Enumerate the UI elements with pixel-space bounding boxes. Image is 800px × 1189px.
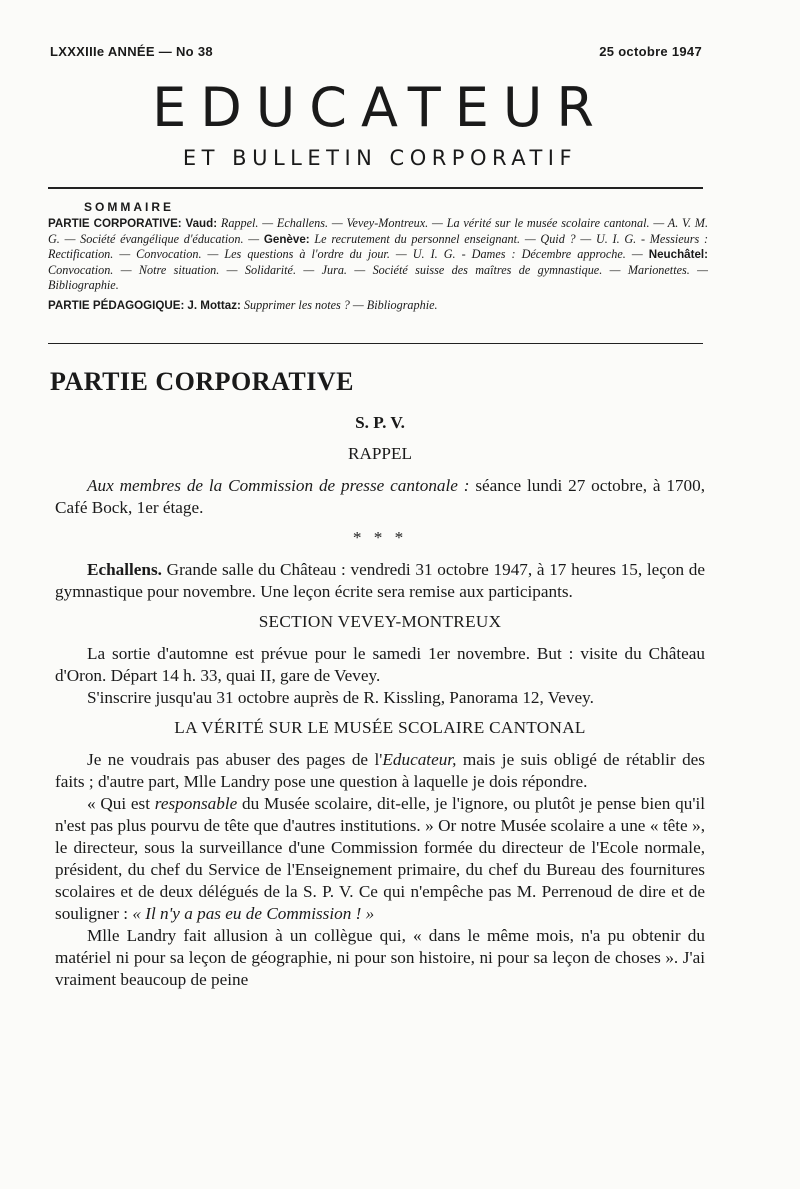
vevey-heading: SECTION VEVEY-MONTREUX xyxy=(258,612,502,631)
masthead-subtitle: ET BULLETIN CORPORATIF xyxy=(182,146,578,170)
pedagogique-entries: Supprimer les notes ? — Bibliographie. xyxy=(243,298,438,313)
sommaire-pedagogique xyxy=(48,298,708,313)
musee-paragraph-1 xyxy=(55,749,705,793)
geneve-label: Genève: xyxy=(263,232,310,246)
separator-stars: * * * xyxy=(352,528,408,547)
echallens-paragraph xyxy=(55,559,705,603)
neuchatel-entries: Convocation. — Notre situation. — Solidarité. — Jura. — Société suisse des maîtres de gymnastique. — Marionettes. — Bibliographie. xyxy=(48,262,708,293)
bottom-rule xyxy=(48,343,703,344)
neuchatel-label: Neuchâtel: xyxy=(648,248,708,262)
masthead-title: EDUCATEUR xyxy=(152,76,608,139)
rappel-heading: RAPPEL xyxy=(348,444,412,463)
musee-paragraph-2 xyxy=(55,793,705,925)
spv-heading: S. P. V. xyxy=(355,413,405,432)
geneve-entries: Le recrutement du personnel enseignant. — Quid ? — U. I. G. - Messieurs : Rectification. — Convocation. — Les questions à l'ordre du jour. — U. I. G. - Dames : Décembre approche. — xyxy=(48,231,709,262)
sommaire-title: SOMMAIRE xyxy=(84,200,174,214)
musee-p1-text-b: mais je suis obligé de rétablir des faits ; d'autre part, Mlle Landry pose une question à laquelle je dois répondre. xyxy=(55,750,705,791)
echallens-text: Grande salle du Château : vendredi 31 octobre 1947, à 17 heures 15, leçon de gymnastique pour novembre. Une leçon écrite sera remise aux participants. xyxy=(55,560,705,601)
rappel-italic: Aux membres de la Commission de presse cantonale : xyxy=(87,476,470,495)
musee-p2-italic-quote: « Il n'y a pas eu de Commission ! » xyxy=(132,904,375,923)
vevey-paragraph-1: La sortie d'automne est prévue pour le samedi 1er novembre. But : visite du Château d'Oron. Départ 14 h. 33, quai II, gare de Vevey. xyxy=(55,644,705,685)
musee-paragraph-3: Mlle Landry fait allusion à un collègue qui, « dans le même mois, n'a pu obtenir du matériel ni pour sa leçon de géographie, ni pour son histoire, ni pour sa leçon de choses ». J'ai vraiment beaucoup de peine xyxy=(55,926,705,989)
vaud-entries: Rappel. — Echallens. — Vevey-Montreux. — La vérité sur le musée scolaire cantonal. — A. V. M. G. — Société évangélique d'éducation. — xyxy=(48,216,708,246)
issue-date: 25 octobre 1947 xyxy=(599,44,702,59)
corporative-label: PARTIE CORPORATIVE: xyxy=(48,217,182,231)
musee-p1-text-a: Je ne voudrais pas abuser des pages de l' xyxy=(87,750,383,769)
vaud-label: Vaud: xyxy=(185,217,218,231)
musee-p2-italic: responsable xyxy=(154,794,238,813)
section-title: PARTIE CORPORATIVE xyxy=(50,367,354,396)
musee-p2-text-b: du Musée scolaire, dit-elle, je l'ignore, ou plutôt je pense bien qu'il n'est pas plus pourvu de tête que d'autres institutions. » Or notre Musée scolaire a une « tête », le directeur, sous la surveillance d'une Commission formée du directeur de l'Ecole normale, président, du chef du Service de l'Enseignement primaire, du chef du Bureau des fournitures scolaires et de deux délégués de la S. P. V. Ce qui n'empêche pas M. Perrenoud de dire et de souligner : xyxy=(55,794,705,923)
pedagogique-label: PARTIE PÉDAGOGIQUE: xyxy=(48,299,185,313)
table-of-contents xyxy=(48,200,708,314)
top-rule xyxy=(48,187,703,189)
musee-heading: LA VÉRITÉ SUR LE MUSÉE SCOLAIRE CANTONAL xyxy=(174,718,586,737)
vevey-paragraph-2: S'inscrire jusqu'au 31 octobre auprès de R. Kissling, Panorama 12, Vevey. xyxy=(87,688,594,707)
article-body xyxy=(55,412,705,991)
sommaire-corporative xyxy=(48,216,708,293)
musee-p2-text-a: « Qui est xyxy=(87,794,155,813)
issue-number: LXXXIIIe ANNÉE — No 38 xyxy=(50,44,213,59)
musee-p1-italic: Educateur, xyxy=(382,750,457,769)
pedagogique-author: J. Mottaz: xyxy=(187,299,241,313)
rappel-paragraph xyxy=(55,475,705,519)
rappel-text: séance lundi 27 octobre, à 1700, Café Bock, 1er étage. xyxy=(55,476,705,517)
echallens-label: Echallens. xyxy=(87,560,162,579)
